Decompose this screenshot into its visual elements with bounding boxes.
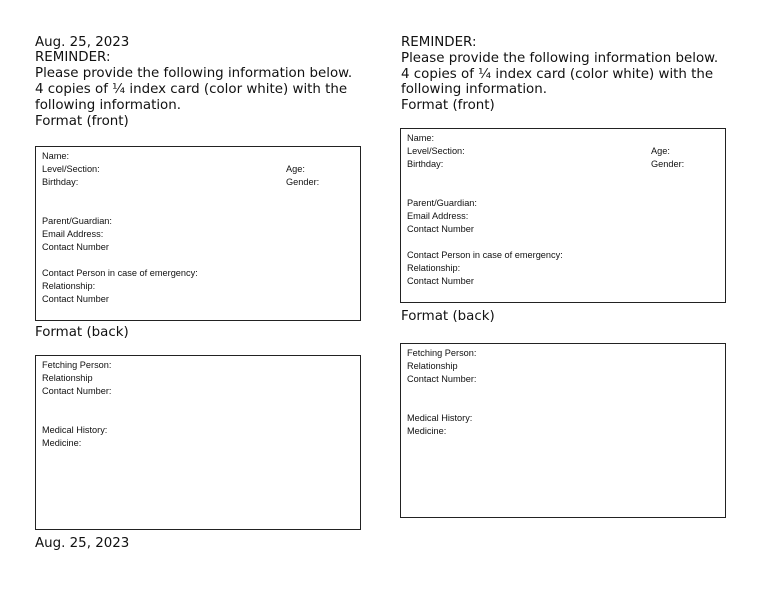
instruction-line-2-right: 4 copies of ¼ index card (color white) with the [401, 67, 714, 82]
format-back-label: Format (back) [35, 325, 129, 340]
field-medical-history: Medical History: [42, 425, 108, 435]
field-emergency-contact-number: Contact Number [42, 294, 109, 304]
field-email: Email Address: [42, 229, 104, 239]
format-front-label: Format (front) [35, 114, 129, 129]
field-contact-number: Contact Number [407, 224, 474, 234]
back-card-right [400, 343, 726, 518]
field-fetching-person: Fetching Person: [407, 348, 477, 358]
field-level-section: Level/Section: [42, 164, 100, 174]
field-contact-number-back: Contact Number: [407, 374, 477, 384]
field-medical-history: Medical History: [407, 413, 473, 423]
date-bottom: Aug. 25, 2023 [35, 536, 130, 551]
field-gender: Gender: [651, 159, 685, 169]
field-email: Email Address: [407, 211, 469, 221]
field-age: Age: [286, 164, 305, 174]
field-parent-guardian: Parent/Guardian: [42, 216, 112, 226]
back-card [35, 355, 361, 530]
field-birthday: Birthday: [407, 159, 444, 169]
field-age: Age: [651, 146, 670, 156]
field-contact-number: Contact Number [42, 242, 109, 252]
instruction-line-2: 4 copies of ¼ index card (color white) with the [35, 82, 348, 97]
field-name: Name: [407, 133, 435, 143]
field-parent-guardian: Parent/Guardian: [407, 198, 477, 208]
front-card-right [400, 128, 726, 303]
format-back-label-right: Format (back) [401, 309, 495, 324]
field-relationship: Relationship: [42, 281, 96, 291]
field-medicine: Medicine: [42, 438, 82, 448]
reminder-heading-right: REMINDER: [401, 35, 477, 50]
field-medicine: Medicine: [407, 426, 447, 436]
field-emergency-contact-number: Contact Number [407, 276, 474, 286]
format-front-label-right: Format (front) [401, 98, 495, 113]
field-emergency-contact: Contact Person in case of emergency: [407, 250, 563, 260]
instruction-line-1: Please provide the following information below. [35, 66, 353, 81]
field-gender: Gender: [286, 177, 320, 187]
date-top: Aug. 25, 2023 [35, 35, 130, 50]
field-name: Name: [42, 151, 70, 161]
field-emergency-contact: Contact Person in case of emergency: [42, 268, 198, 278]
field-contact-number-back: Contact Number: [42, 386, 112, 396]
field-relationship-back: Relationship [42, 373, 93, 383]
instruction-line-3: following information. [35, 98, 181, 113]
field-level-section: Level/Section: [407, 146, 465, 156]
instruction-line-1-right: Please provide the following information below. [401, 51, 719, 66]
front-card [35, 146, 361, 321]
reminder-heading: REMINDER: [35, 50, 111, 65]
instruction-line-3-right: following information. [401, 82, 547, 97]
field-relationship: Relationship: [407, 263, 461, 273]
field-birthday: Birthday: [42, 177, 79, 187]
field-fetching-person: Fetching Person: [42, 360, 112, 370]
field-relationship-back: Relationship [407, 361, 458, 371]
